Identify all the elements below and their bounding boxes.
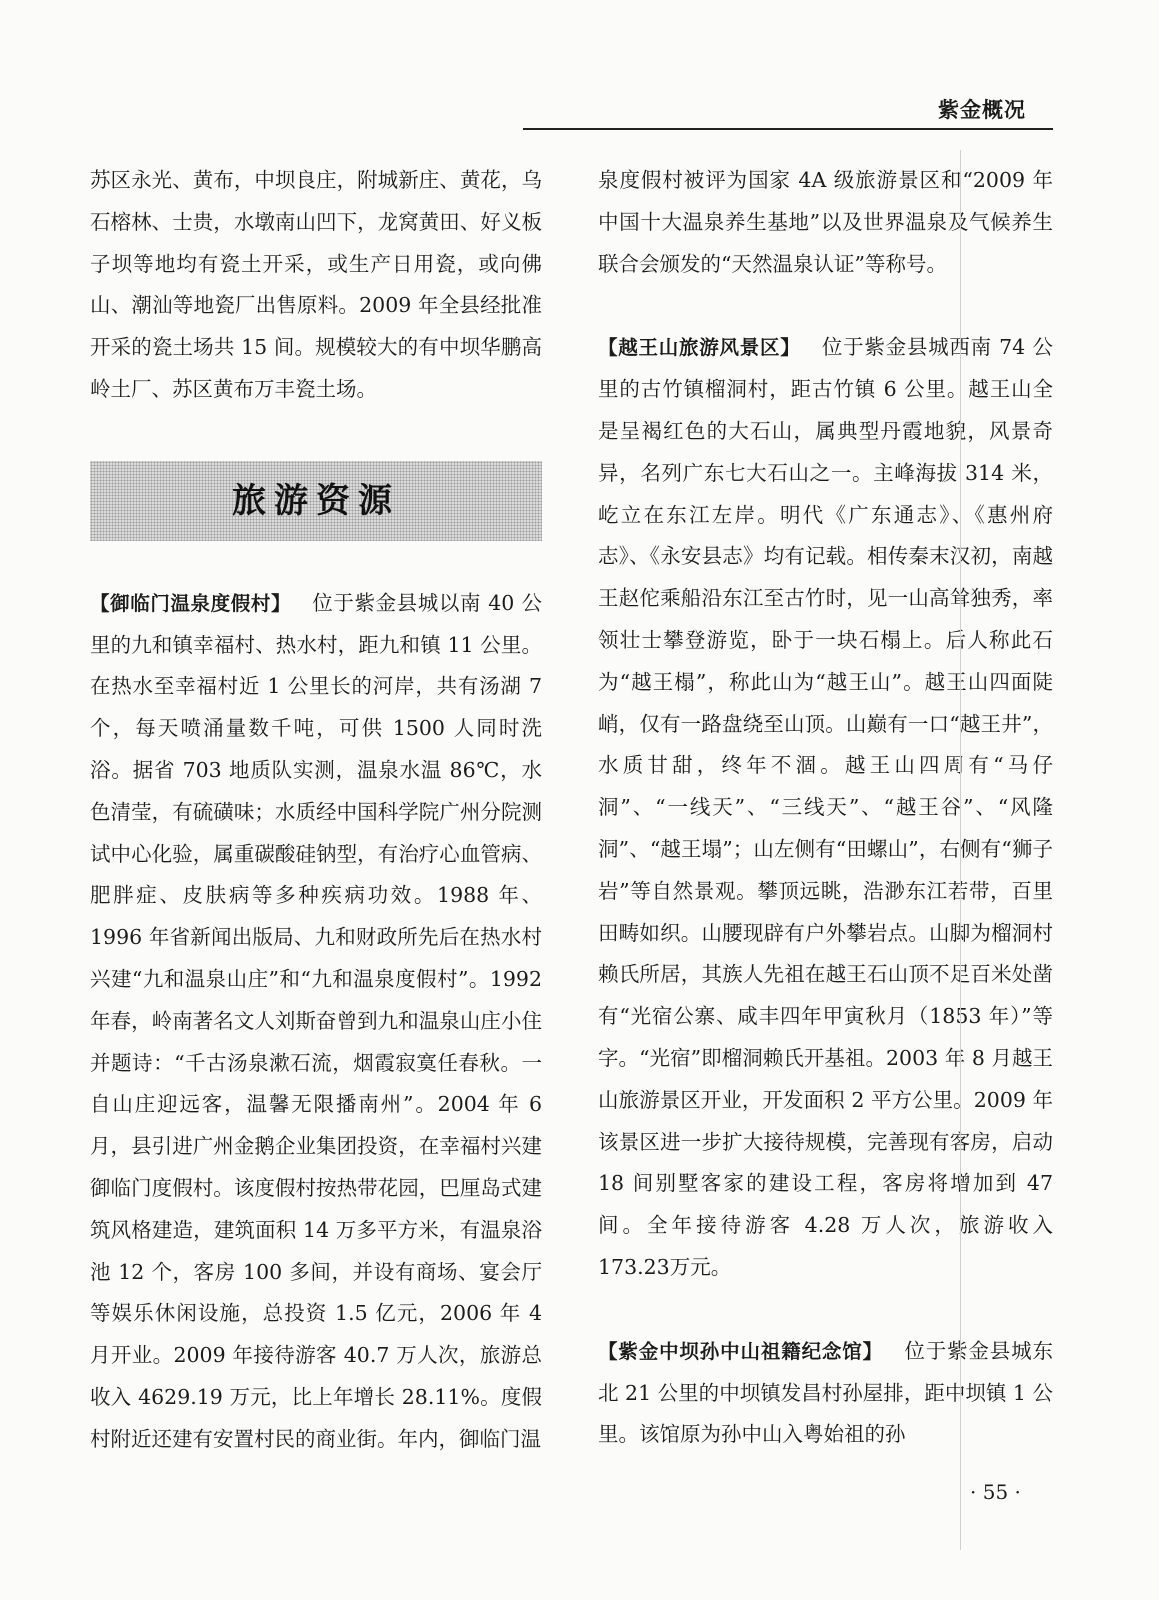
entry-heading: 【紫金中坝孙中山祖籍纪念馆】 — [598, 1339, 883, 1363]
right-column — [598, 160, 1053, 1456]
paragraph-gap — [598, 285, 1053, 327]
entry-body: 位于紫金县城东北 21 公里的中坝镇发昌村孙屋排，距中坝镇 1 公里。该馆原为孙中山入粤始祖的孙 — [598, 1338, 1053, 1447]
paragraph-gap — [598, 1289, 1053, 1331]
entry-heading: 【越王山旅游风景区】 — [598, 336, 801, 360]
entry-yulinmen-hot-spring — [90, 583, 542, 1461]
section-title: 旅游资源 — [232, 480, 400, 521]
scan-fold-line — [960, 150, 961, 1550]
paragraph-continuation: 泉度假村被评为国家 4A 级旅游景区和“2009 年中国十大温泉养生基地”以及世界温泉及气候养生联合会颁发的“天然温泉认证”等称号。 — [598, 168, 1053, 276]
page-number: · 55 · — [970, 1480, 1021, 1504]
entry-sun-yatsen-memorial — [598, 1331, 1053, 1456]
entry-body: 位于紫金县城西南 74 公里的古竹镇榴洞村，距古竹镇 6 公里。越王山全是呈褐红色的大石山，属典型丹霞地貌，风景奇异，名列广东七大石山之一。主峰海拔 314 米，屹立在东江左岸。明代《广东通志》、《惠州府志》、《永安县志》均有记载。相传秦末汉初，南越王赵佗乘船沿东江至古竹时，见一山高耸独秀，率领壮士攀登游览，卧于一块石榻上。后人称此石为“越王榻”，称此山为“越王山”。越王山四面陡峭，仅有一路盘绕至山顶。山巅有一口“越王井”，水质甘甜，终年不涸。越王山四周有“马仔洞”、“一线天”、“三线天”、“越王谷”、“风隆洞”、“越王塌”；山左侧有“田螺山”，右侧有“狮子岩”等自然景观。攀顶远眺，浩渺东江若带，百里田畴如织。山腰现辟有户外攀岩点。山脚为榴洞村赖氏所居，其族人先祖在越王石山顶不足百米处凿有“光宿公寨、咸丰四年甲寅秋月（1853 年）”等字。“光宿”即榴洞赖氏开基祖。2003 年 8 月越王山旅游景区开业，开发面积 2 平方公里。2009 年该景区进一步扩大接待规模，完善现有客房，启动 18 间别墅客家的建设工程，客房将增加到 47 间。全年接待游客 4.28 万人次，旅游收入173.23万元。 — [598, 335, 1053, 1279]
entry-heading: 【御临门温泉度假村】 — [90, 591, 292, 615]
header-rule — [523, 128, 1053, 130]
paragraph-porcelain-clay: 苏区永光、黄布，中坝良庄，附城新庄、黄花，乌石榕林、士贵，水墩南山凹下，龙窝黄田、好义板子坝等地均有瓷土开采，或生产日用瓷，或向佛山、潮汕等地瓷厂出售原料。2009 年全县经批准开采的瓷土场共 15 间。规模较大的有中坝华鹏高岭土厂、苏区黄布万丰瓷土场。 — [90, 168, 542, 401]
entry-body: 位于紫金县城以南 40 公里的九和镇幸福村、热水村，距九和镇 11 公里。在热水至幸福村近 1 公里长的河岸，共有汤湖 7 个，每天喷涌量数千吨，可供 1500 人同时洗浴。据省 703 地质队实测，温泉水温 86℃，水色清莹，有硫磺味；水质经中国科学院广州分院测试中心化验，属重碳酸硅钠型，有治疗心血管病、肥胖症、皮肤病等多种疾病功效。1988 年、1996 年省新闻出版局、九和财政所先后在热水村兴建“九和温泉山庄”和“九和温泉度假村”。1992 年春，岭南著名文人刘斯奋曾到九和温泉山庄小住并题诗：“千古汤泉漱石流，烟霞寂寞任春秋。一自山庄迎远客，温馨无限播南州”。2004 年 6 月，县引进广州金鹅企业集团投资，在幸福村兴建御临门度假村。该度假村按热带花园，巴厘岛式建筑风格建造，建筑面积 14 万多平方米，有温泉浴池 12 个，客房 100 多间，并设有商场、宴会厅等娱乐休闲设施，总投资 1.5 亿元，2006 年 4 月开业。2009 年接待游客 40.7 万人次，旅游总收入 4629.19 万元，比上年增长 28.11%。度假村附近还建有安置村民的商业街。年内，御临门温 — [90, 590, 542, 1451]
section-banner — [90, 461, 542, 541]
running-head: 紫金概况 — [938, 98, 1026, 122]
left-column — [90, 160, 542, 1461]
entry-yuewangshan — [598, 327, 1053, 1288]
